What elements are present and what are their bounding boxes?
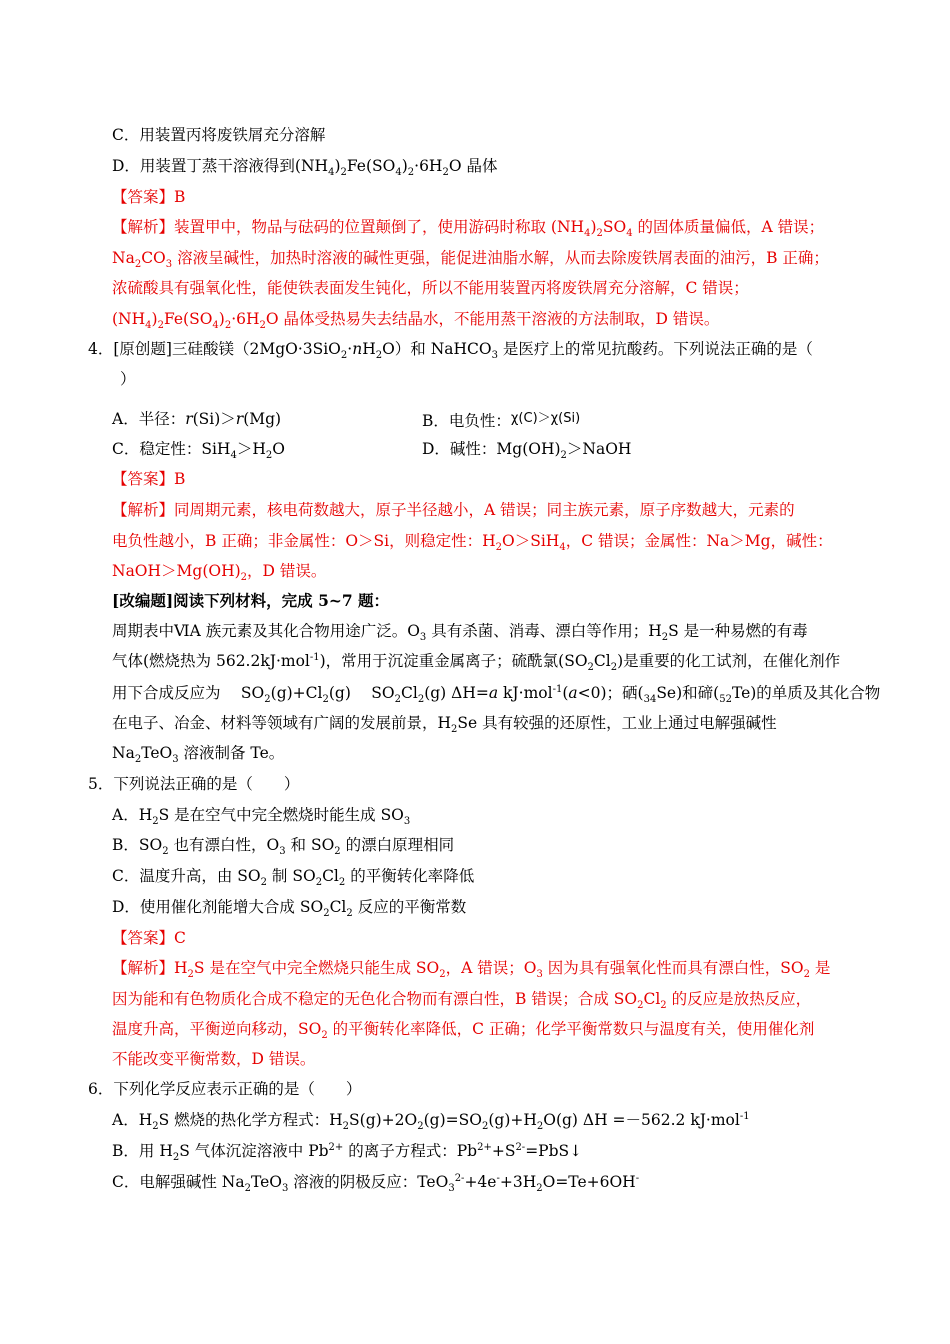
- q5-explanation-line-3: 温度升高，平衡逆向移动，$SO_2$ 的平衡转化率降低，C 正确；化学平衡常数只与温度有关，使用催化剂: [112, 1020, 815, 1042]
- material-title: [改编题]阅读下列材料，完成 5~7 题：: [112, 591, 390, 610]
- q3-answer: 【答案】B: [112, 188, 186, 206]
- q6-option-b: B．用 $H_2S$ 气体沉淀溶液中 $Pb^{2+}$ 的离子方程式：$Pb^{2+}+S^{2-}=PbS↓$: [112, 1141, 583, 1164]
- q3-explanation-line-3: 浓硫酸具有强氧化性，能使铁表面发生钝化，所以不能用装置丙将废铁屑充分溶解，C 错误；: [112, 279, 749, 297]
- q4-stem: 4．[原创题]三硅酸镁$(2MgO\cdot 3SiO_2\cdot nH_2O)$和 NaHCO$_3$ 是医疗上的常见抗酸药。下列说法正确的是（: [88, 340, 813, 362]
- q5-option-d: D．使用催化剂能增大合成 $SO_2Cl_2$ 反应的平衡常数: [112, 898, 467, 920]
- q5-option-b: B．$SO_2$ 也有漂白性，$O_3$ 和 $SO_2$ 的漂白原理相同: [112, 836, 455, 858]
- q4-option-d: D．碱性：$Mg(OH)_2>NaOH$: [422, 440, 632, 462]
- q4-option-a: A．半径：r(Si)＞r(Mg): [112, 410, 282, 428]
- q6-option-c: C．电解强碱性 $Na_2TeO_3$ 溶液的阴极反应：$TeO_3^{2-}+4e^-+3H_2O=Te+6OH^-$: [112, 1172, 640, 1195]
- material-line-4: 在电子、冶金、材料等领域有广阔的发展前景，$H_2Se$ 具有较强的还原性，工业上通过电解强碱性: [112, 714, 777, 736]
- q4-explanation-line-3: $NaOH>Mg(OH)_2$，D 错误。: [112, 562, 327, 584]
- q5-option-a: A．$H_2S$ 是在空气中完全燃烧时能生成 $SO_3$: [112, 806, 411, 828]
- q5-explanation-line-1: 【解析】$H_2S$ 是在空气中完全燃烧只能生成 $SO_2$，A 错误；$O_3$ 因为具有强氧化性而具有漂白性，$SO_2$ 是: [112, 959, 831, 981]
- material-line-2: 气体(燃烧热为 562.2kJ·mol$^{-1}$)，常用于沉淀重金属离子；硫酰氯$(SO_2Cl_2)$是重要的化工试剂，在催化剂作: [112, 651, 841, 674]
- q3-explanation-line-2: $Na_2CO_3$ 溶液呈碱性，加热时溶液的碱性更强，能促进油脂水解，从而去除废铁屑表面的油污，B 正确；: [112, 249, 829, 271]
- q6-stem: 6．下列化学反应表示正确的是（ ）: [88, 1080, 362, 1098]
- q5-stem: 5．下列说法正确的是（ ）: [88, 775, 300, 793]
- q5-option-c: C．温度升高，由 $SO_2$ 制 $SO_2Cl_2$ 的平衡转化率降低: [112, 867, 475, 889]
- q4-option-c: C．稳定性：$SiH_4>H_2O$: [112, 440, 285, 462]
- q4-stem-line-2: ）: [120, 370, 136, 388]
- q5-explanation-line-4: 不能改变平衡常数，D 错误。: [112, 1050, 316, 1068]
- q4-answer: 【答案】B: [112, 470, 186, 488]
- q3-explanation-line-4: $(NH_4)_2Fe(SO_4)_2\cdot 6H_2O$ 晶体受热易失去结晶水，不能用蒸干溶液的方法制取，D 错误。: [112, 310, 720, 332]
- q4-explanation-line-2: 电负性越小，B 正确；非金属性：O＞Si，则稳定性：$H_2O>SiH_4$，C 错误；金属性：Na＞Mg，碱性：: [112, 532, 833, 554]
- q6-option-a: A．$H_2S$ 燃烧的热化学方程式：$H_2S(g)+2O_2(g)=SO_2(g)+H_2O(g)$ ΔH =－562.2 kJ·mol$^{-1}$: [112, 1110, 750, 1133]
- q3-option-c: C．用装置丙将废铁屑充分溶解: [112, 126, 326, 144]
- q5-explanation-line-2: 因为能和有色物质化合成不稳定的无色化合物而有漂白性，B 错误；合成 $SO_2Cl_2$ 的反应是放热反应，: [112, 990, 812, 1012]
- material-line-1: 周期表中ⅥA 族元素及其化合物用途广泛。$O_3$ 具有杀菌、消毒、漂白等作用；$H_2S$ 是一种易燃的有毒: [112, 622, 808, 644]
- material-line-3: 用下合成反应为 $SO_2(g)+Cl_2(g)$ $SO_2Cl_2(g)$ ΔH=a kJ·mol$^{-1}$(a<0)；硒$(_{34}Se)$和碲$(_{52}Te)$的单质及其化合物: [112, 683, 881, 706]
- q4-explanation-line-1: 【解析】同周期元素，核电荷数越大，原子半径越小，A 错误；同主族元素，原子序数越大，元素的: [112, 501, 795, 519]
- q3-explanation-line-1: 【解析】装置甲中，物品与砝码的位置颠倒了，使用游码时称取 $(NH_4)_2SO_4$ 的固体质量偏低，A 错误；: [112, 218, 825, 240]
- material-line-5: $Na_2TeO_3$ 溶液制备 Te。: [112, 744, 285, 766]
- q4-option-b: B．电负性：$^{\chi(C)>\chi(Si)}$: [422, 411, 581, 430]
- q5-answer: 【答案】C: [112, 929, 186, 947]
- q3-option-d: D．用装置丁蒸干溶液得到$(NH_4)_2Fe(SO_4)_2\cdot 6H_2O$ 晶体: [112, 157, 498, 179]
